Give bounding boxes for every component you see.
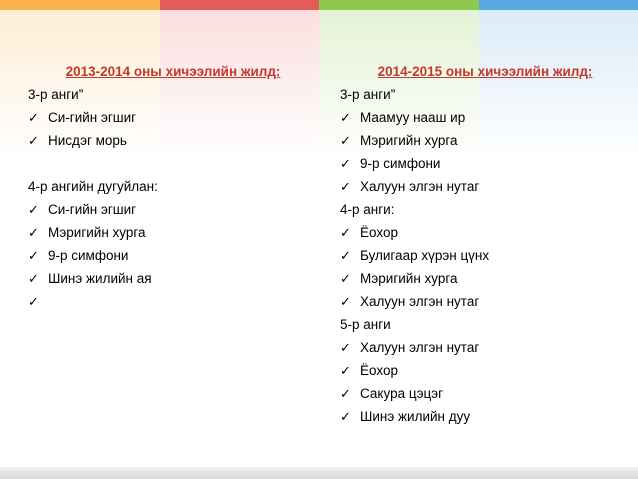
list-item-text: Сакура цэцэг [360,386,443,401]
check-icon: ✓ [28,271,39,286]
list-item [28,290,318,313]
list-item-text: 3-р анги” [340,87,396,102]
list-item-text: 9-р симфони [360,156,441,171]
check-icon: ✓ [340,179,351,194]
list-item-text: 9-р симфони [48,248,129,263]
bottom-bar [0,467,638,479]
list-item [340,313,630,336]
check-icon: ✓ [340,409,351,424]
list-item [340,106,630,129]
list-item [28,152,318,175]
list-item-text: Нисдэг морь [48,133,127,148]
check-icon: ✓ [340,133,351,148]
list-item-text: Мэригийн хурга [48,225,146,240]
check-icon: ✓ [28,225,39,240]
list-item-text: Халуун элгэн нутаг [360,179,480,194]
check-icon: ✓ [340,225,351,240]
list-item-text: Мэригийн хурга [360,271,458,286]
list-item [340,198,630,221]
list-item [340,152,630,175]
check-icon: ✓ [340,340,351,355]
left-list [28,83,318,313]
top-bar-orange [0,0,160,10]
check-icon: ✓ [28,133,39,148]
list-item-text: Си-гийн эгшиг [48,202,137,217]
check-icon: ✓ [28,294,39,309]
list-item [28,129,318,152]
check-icon: ✓ [340,386,351,401]
list-item [340,359,630,382]
list-item-text: Булигаар хүрэн цүнх [360,248,490,263]
list-item [28,267,318,290]
list-item [340,267,630,290]
list-item [340,244,630,267]
list-item [340,129,630,152]
check-icon: ✓ [340,271,351,286]
list-item [28,198,318,221]
check-icon: ✓ [28,202,39,217]
list-item-text: Ёохор [360,363,398,378]
list-item [28,244,318,267]
top-color-bar [0,0,638,10]
right-column [340,60,630,428]
check-icon: ✓ [340,248,351,263]
list-item-text: 4-р анги: [340,202,395,217]
list-item [340,221,630,244]
list-item-text: Ёохор [360,225,398,240]
left-column [28,60,318,313]
list-item-text: 4-р ангийн дугуйлан: [28,179,158,194]
list-item [340,175,630,198]
right-heading: 2014-2015 оны хичээлийн жилд: [377,64,593,79]
left-heading: 2013-2014 оны хичээлийн жилд: [65,64,281,79]
list-item [28,83,318,106]
check-icon: ✓ [340,363,351,378]
list-item-text: Халуун элгэн нутаг [360,340,480,355]
list-item [340,382,630,405]
check-icon: ✓ [340,156,351,171]
check-icon: ✓ [340,110,351,125]
list-item-text: Си-гийн эгшиг [48,110,137,125]
check-icon: ✓ [340,294,351,309]
list-item [340,290,630,313]
top-bar-blue [479,0,638,10]
check-icon: ✓ [28,110,39,125]
list-item-text: 3-р анги” [28,87,84,102]
top-bar-green [319,0,479,10]
list-item-text: Мэригийн хурга [360,133,458,148]
list-item [340,336,630,359]
list-item-text: Маамуу нааш ир [360,110,466,125]
list-item [28,106,318,129]
list-item [340,83,630,106]
top-bar-red [160,0,320,10]
list-item [28,175,318,198]
list-item-text: 5-р анги [340,317,391,332]
list-item [28,221,318,244]
right-list [340,83,630,428]
list-item-text: Шинэ жилийн дуу [360,409,471,424]
list-item [340,405,630,428]
list-item-text: Халуун элгэн нутаг [360,294,480,309]
list-item-text: Шинэ жилийн ая [48,271,152,286]
check-icon: ✓ [28,248,39,263]
